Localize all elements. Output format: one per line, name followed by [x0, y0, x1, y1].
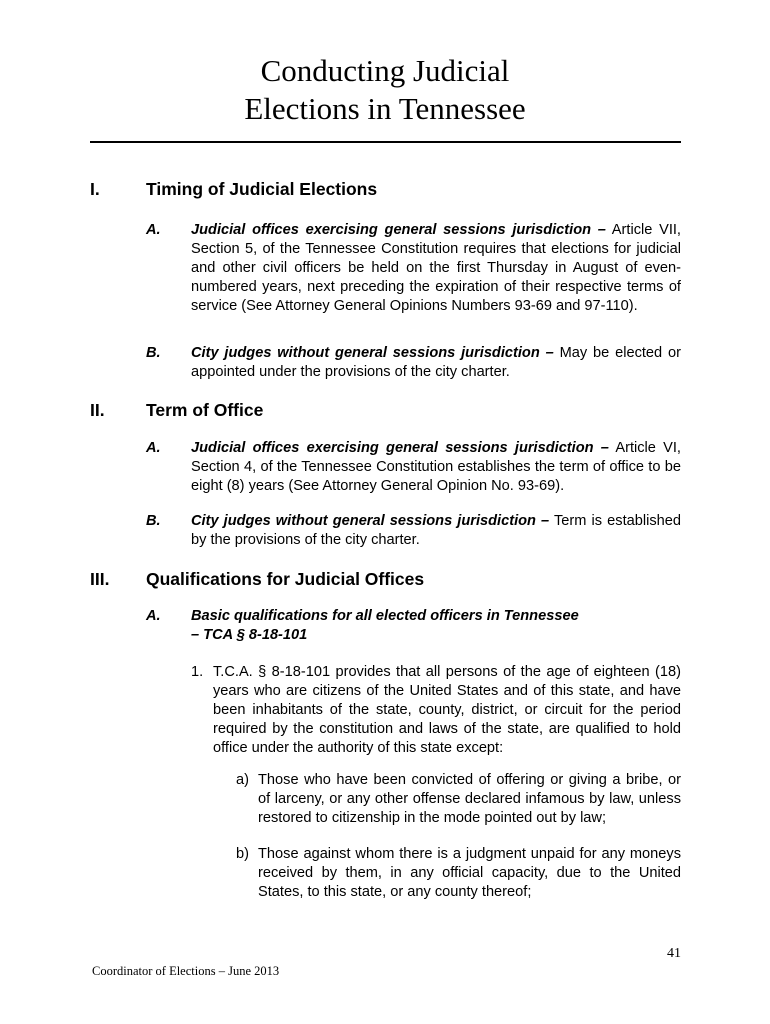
item-label: B. — [146, 513, 161, 529]
item-lead: City judges without general sessions jurisdiction – — [191, 345, 554, 361]
sub-label: b) — [236, 846, 249, 862]
item-label: A. — [146, 608, 161, 624]
sub-item-a — [236, 771, 681, 828]
numbered-item-1 — [191, 663, 681, 758]
item-lead: City judges without general sessions jurisdiction – — [191, 513, 550, 529]
section-number: III. — [90, 569, 110, 589]
section-title: Term of Office — [146, 400, 264, 420]
title-divider — [90, 141, 681, 143]
item-lead: Judicial offices exercising general sessions jurisdiction – — [191, 440, 609, 456]
sub-item-b — [236, 845, 681, 902]
section-title: Timing of Judicial Elections — [146, 179, 378, 199]
section-title: Qualifications for Judicial Offices — [146, 569, 425, 589]
section-number: I. — [90, 179, 100, 199]
item-label: B. — [146, 345, 161, 361]
section-1-item-b — [146, 344, 681, 382]
item-text: May be elected or appointed under the provisions of the city charter. — [191, 345, 681, 380]
section-1-item-a — [146, 221, 681, 316]
sub-text: Those against whom there is a judgment unpaid for any moneys received by them, in any official capacity, due to the United States, to this state, or any county thereof; — [258, 846, 681, 900]
section-2-item-b — [146, 512, 681, 550]
section-3-item-a — [146, 607, 586, 645]
sub-text: Those who have been convicted of offering or giving a bribe, or of larceny, or any other offense declared infamous by law, unless restored to citizenship in the mode pointed out by law; — [258, 772, 681, 826]
item-label: A. — [146, 440, 161, 456]
title-line-1: Conducting Judicial — [260, 53, 510, 88]
title-line-2: Elections in Tennessee — [244, 91, 526, 126]
document-title — [0, 52, 770, 128]
sub-label: a) — [236, 772, 249, 788]
item-text: Article VII, Section 5, of the Tennessee Constitution requires that elections for judicial and other civil officers be held on the first Thursday in August of even-numbered years, next preceding the expiration of their respective terms of service (See Attorney General Opinions Numbers 93-69 and 97-110). — [191, 222, 681, 314]
page-number: 41 — [667, 946, 681, 961]
item-label: A. — [146, 222, 161, 238]
item-text: Term is established by the provisions of the city charter. — [191, 513, 681, 548]
page-footer: Coordinator of Elections – June 2013 — [92, 964, 280, 978]
section-2-item-a — [146, 439, 681, 496]
section-number: II. — [90, 400, 105, 420]
item-lead: Basic qualifications for all elected officers in Tennessee – TCA § 8-18-101 — [191, 608, 579, 643]
item-lead: Judicial offices exercising general sessions jurisdiction – — [191, 222, 606, 238]
numbered-label: 1. — [191, 664, 204, 680]
item-text: Article VI, Section 4, of the Tennessee Constitution establishes the term of office to be eight (8) years (See Attorney General Opinion No. 93-69). — [191, 440, 681, 494]
numbered-text: T.C.A. § 8-18-101 provides that all persons of the age of eighteen (18) years who are citizens of the United States and of this state, and have been inhabitants of the state, county, district, or circuit for the period required by the constitution and laws of the state, are qualified to hold office under the authority of this state except: — [213, 664, 681, 756]
